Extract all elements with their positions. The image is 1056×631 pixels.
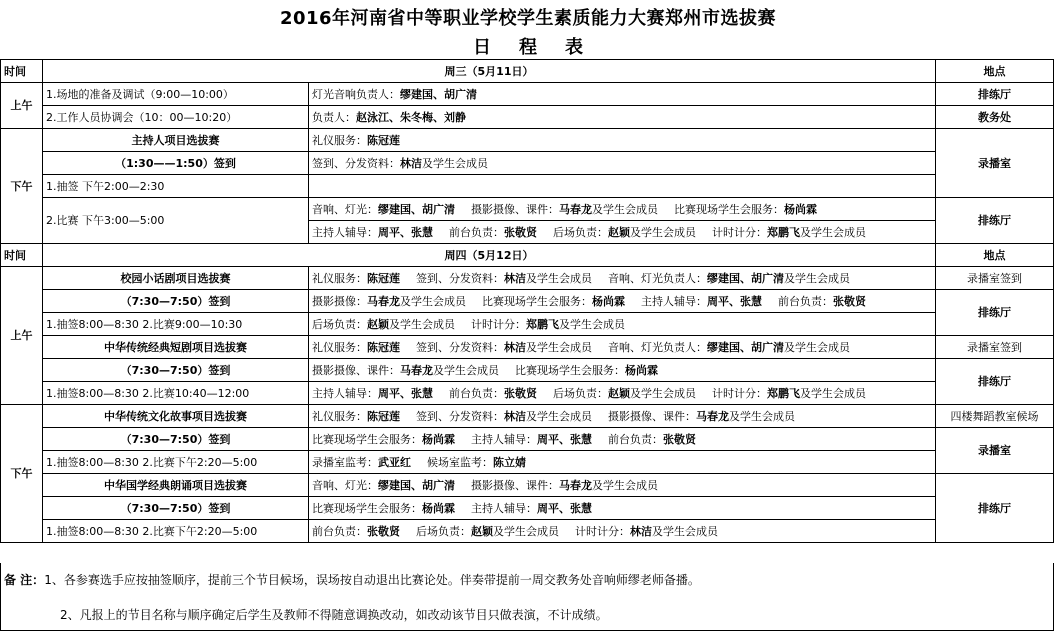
day2-row bbox=[1, 520, 1054, 543]
program-title: 中华传统文化故事项目选拔赛 bbox=[43, 405, 309, 428]
duty-label: 主持人辅导： bbox=[471, 432, 537, 446]
program-title: 中华传统经典短剧项目选拔赛 bbox=[43, 336, 309, 359]
staff-assignment bbox=[312, 364, 499, 377]
header-row-2 bbox=[1, 244, 1054, 267]
duty-label: 前台负责： bbox=[449, 386, 504, 400]
staff-suffix: 及学生会成员 bbox=[652, 524, 718, 538]
program-line: 1.抽签8:00—8:30 2.比赛下午2:20—5:00 bbox=[43, 451, 309, 474]
duty-label: 前台负责： bbox=[449, 225, 504, 239]
staff-assignment bbox=[471, 479, 658, 492]
staff-name: 马春龙 bbox=[367, 294, 400, 308]
staff-assignment bbox=[416, 410, 592, 423]
staff-cell bbox=[309, 405, 936, 428]
staff-suffix: 及学生会成员 bbox=[729, 409, 795, 423]
place-cell: 排练厅 bbox=[936, 290, 1054, 336]
duty-label: 录播室监考： bbox=[312, 455, 378, 469]
staff-name: 张敬贤 bbox=[504, 225, 537, 239]
staff-assignment bbox=[515, 364, 658, 377]
staff-assignment bbox=[608, 433, 696, 446]
duty-label: 礼仪服务： bbox=[312, 133, 367, 147]
program-line: 1.抽签8:00—8:30 2.比赛下午2:20—5:00 bbox=[43, 520, 309, 543]
note-text-2: 2、凡报上的节目名称与顺序确定后学生及教师不得随意调换改动，如改动该节目只做表演，不计成绩。 bbox=[60, 608, 608, 622]
staff-assignment bbox=[312, 157, 488, 170]
period-afternoon: 下午 bbox=[1, 405, 43, 543]
staff-name: 郑鹏飞 bbox=[526, 317, 559, 331]
staff-name: 杨尚霖 bbox=[422, 432, 455, 446]
staff-suffix: 及学生会成员 bbox=[630, 386, 696, 400]
duty-label: 摄影摄像、课件： bbox=[471, 202, 559, 216]
duty-label: 负责人： bbox=[312, 110, 356, 124]
place-cell: 排练厅 bbox=[936, 474, 1054, 543]
task-cell: 2.工作人员协调会（10：00—10:20） bbox=[43, 106, 309, 129]
schedule-table bbox=[0, 59, 1054, 543]
staff-cell bbox=[309, 83, 936, 106]
staff-assignment bbox=[471, 318, 625, 331]
program-title: 校园小话剧项目选拔赛 bbox=[43, 267, 309, 290]
staff-cell bbox=[309, 451, 936, 474]
staff-assignment bbox=[312, 318, 455, 331]
duty-label: 计时计分： bbox=[471, 317, 526, 331]
day2-row bbox=[1, 359, 1054, 382]
staff-assignment bbox=[312, 203, 455, 216]
staff-name: 缪建国、胡广清 bbox=[400, 87, 477, 101]
time-header: 时间 bbox=[1, 60, 43, 83]
staff-cell bbox=[309, 221, 936, 244]
place-cell: 录播室 bbox=[936, 129, 1054, 198]
staff-assignment bbox=[312, 341, 400, 354]
time-header: 时间 bbox=[1, 244, 43, 267]
day1-pm-row bbox=[1, 129, 1054, 152]
duty-label: 摄影摄像、课件： bbox=[471, 478, 559, 492]
duty-label: 音响、灯光负责人： bbox=[608, 271, 707, 285]
staff-name: 林洁 bbox=[630, 524, 652, 538]
note-line-2 bbox=[0, 606, 1056, 623]
staff-name: 马春龙 bbox=[400, 363, 433, 377]
staff-assignment bbox=[674, 203, 817, 216]
staff-assignment bbox=[312, 433, 455, 446]
day1-am-row bbox=[1, 83, 1054, 106]
staff-cell-empty bbox=[309, 175, 936, 198]
staff-name: 周平、张慧 bbox=[537, 501, 592, 515]
duty-label: 比赛现场学生会服务： bbox=[312, 432, 422, 446]
program-line: 1.抽签8:00—8:30 2.比赛10:40—12:00 bbox=[43, 382, 309, 405]
staff-suffix: 及学生会成员 bbox=[389, 317, 455, 331]
document-title: 2016年河南省中等职业学校学生素质能力大赛郑州市选拔赛 bbox=[279, 8, 777, 29]
place-header: 地点 bbox=[936, 244, 1054, 267]
duty-label: 比赛现场学生会服务： bbox=[482, 294, 592, 308]
day2-row bbox=[1, 267, 1054, 290]
staff-assignment bbox=[482, 295, 625, 308]
place-cell: 录播室 bbox=[936, 428, 1054, 474]
staff-cell bbox=[309, 129, 936, 152]
staff-cell bbox=[309, 520, 936, 543]
staff-name: 马春龙 bbox=[559, 478, 592, 492]
staff-name: 张敬贤 bbox=[833, 294, 866, 308]
staff-assignment bbox=[449, 387, 537, 400]
staff-name: 赵颖 bbox=[608, 386, 630, 400]
staff-assignment bbox=[608, 341, 850, 354]
program-checkin-time: （7:30—7:50）签到 bbox=[43, 359, 309, 382]
staff-name: 周平、张慧 bbox=[537, 432, 592, 446]
staff-assignment bbox=[416, 341, 592, 354]
staff-name: 缪建国、胡广清 bbox=[707, 340, 784, 354]
staff-suffix: 及学生会成员 bbox=[400, 294, 466, 308]
duty-label: 礼仪服务： bbox=[312, 409, 367, 423]
staff-name: 马春龙 bbox=[559, 202, 592, 216]
program-title: 中华国学经典朗诵项目选拔赛 bbox=[43, 474, 309, 497]
duty-label: 主持人辅导： bbox=[312, 225, 378, 239]
place-header: 地点 bbox=[936, 60, 1054, 83]
staff-name: 马春龙 bbox=[696, 409, 729, 423]
day1-pm-row bbox=[1, 152, 1054, 175]
program-line: 2.比赛 下午3:00—5:00 bbox=[43, 198, 309, 244]
staff-assignment bbox=[641, 295, 762, 308]
staff-suffix: 及学生会成员 bbox=[493, 524, 559, 538]
staff-assignment bbox=[312, 88, 477, 101]
day2-row bbox=[1, 474, 1054, 497]
duty-label: 主持人辅导： bbox=[641, 294, 707, 308]
staff-assignment bbox=[416, 272, 592, 285]
staff-assignment bbox=[608, 272, 850, 285]
staff-assignment bbox=[449, 226, 537, 239]
staff-assignment bbox=[712, 226, 866, 239]
date-header: 周三（5月11日） bbox=[43, 60, 936, 83]
staff-suffix: 及学生会成员 bbox=[592, 202, 658, 216]
staff-suffix: 及学生会成员 bbox=[559, 317, 625, 331]
staff-suffix: 及学生会成员 bbox=[433, 363, 499, 377]
date-header: 周四（5月12日） bbox=[43, 244, 936, 267]
staff-suffix: 及学生会成员 bbox=[800, 225, 866, 239]
duty-label: 灯光音响负责人： bbox=[312, 87, 400, 101]
duty-label: 后场负责： bbox=[312, 317, 367, 331]
document-subtitle: 日程表 bbox=[473, 37, 611, 58]
period-afternoon: 下午 bbox=[1, 129, 43, 244]
staff-name: 张敬贤 bbox=[663, 432, 696, 446]
staff-cell bbox=[309, 336, 936, 359]
duty-label: 摄影摄像、课件： bbox=[608, 409, 696, 423]
staff-assignment bbox=[312, 410, 400, 423]
staff-cell bbox=[309, 313, 936, 336]
staff-suffix: 及学生会成员 bbox=[630, 225, 696, 239]
staff-assignment bbox=[416, 525, 559, 538]
staff-name: 杨尚霖 bbox=[592, 294, 625, 308]
staff-name: 赵泳江、朱冬梅、刘静 bbox=[356, 110, 466, 124]
staff-suffix: 及学生会成员 bbox=[592, 478, 658, 492]
duty-label: 音响、灯光： bbox=[312, 478, 378, 492]
day2-row bbox=[1, 382, 1054, 405]
day2-row bbox=[1, 428, 1054, 451]
note-text-1: 1、各参赛选手应按抽签顺序，提前三个节目候场，误场按自动退出比赛论处。伴奏带提前一周交教务处音响师缪老师备播。 bbox=[44, 573, 700, 587]
staff-assignment bbox=[312, 134, 400, 147]
staff-name: 陈冠莲 bbox=[367, 340, 400, 354]
duty-label: 音响、灯光： bbox=[312, 202, 378, 216]
staff-assignment bbox=[471, 433, 592, 446]
staff-name: 陈冠莲 bbox=[367, 271, 400, 285]
staff-suffix: 及学生会成员 bbox=[526, 271, 592, 285]
duty-label: 比赛现场学生会服务： bbox=[674, 202, 784, 216]
day2-row bbox=[1, 451, 1054, 474]
staff-assignment bbox=[312, 272, 400, 285]
day2-row bbox=[1, 313, 1054, 336]
note-line-1 bbox=[0, 571, 1056, 588]
program-checkin-time: （7:30—7:50）签到 bbox=[43, 497, 309, 520]
staff-assignment bbox=[608, 410, 795, 423]
staff-name: 陈冠莲 bbox=[367, 133, 400, 147]
staff-cell bbox=[309, 497, 936, 520]
staff-name: 缪建国、胡广清 bbox=[378, 202, 455, 216]
place-cell: 排练厅 bbox=[936, 198, 1054, 244]
staff-name: 陈冠莲 bbox=[367, 409, 400, 423]
place-cell: 录播室签到 bbox=[936, 267, 1054, 290]
duty-label: 后场负责： bbox=[553, 386, 608, 400]
program-title: 主持人项目选拔赛 bbox=[43, 129, 309, 152]
staff-assignment bbox=[471, 502, 592, 515]
staff-assignment bbox=[712, 387, 866, 400]
staff-name: 陈立婧 bbox=[493, 455, 526, 469]
staff-name: 缪建国、胡广清 bbox=[707, 271, 784, 285]
notes-label: 备 注： bbox=[4, 573, 45, 587]
staff-name: 武亚红 bbox=[378, 455, 411, 469]
staff-cell bbox=[309, 428, 936, 451]
staff-suffix: 及学生会成员 bbox=[784, 340, 850, 354]
staff-suffix: 及学生会成员 bbox=[526, 409, 592, 423]
staff-assignment bbox=[312, 387, 433, 400]
staff-cell bbox=[309, 198, 936, 221]
staff-name: 张敬贤 bbox=[504, 386, 537, 400]
place-cell: 四楼舞蹈教室候场 bbox=[936, 405, 1054, 428]
duty-label: 摄影摄像： bbox=[312, 294, 367, 308]
task-cell: 1.场地的准备及调试（9:00—10:00） bbox=[43, 83, 309, 106]
staff-assignment bbox=[553, 226, 696, 239]
duty-label: 后场负责： bbox=[416, 524, 471, 538]
place-cell: 录播室签到 bbox=[936, 336, 1054, 359]
staff-name: 周平、张慧 bbox=[378, 225, 433, 239]
place-cell: 排练厅 bbox=[936, 83, 1054, 106]
staff-assignment bbox=[471, 203, 658, 216]
program-line: 1.抽签 下午2:00—2:30 bbox=[43, 175, 309, 198]
program-checkin-time: （7:30—7:50）签到 bbox=[43, 290, 309, 313]
staff-cell bbox=[309, 267, 936, 290]
staff-suffix: 及学生会成员 bbox=[800, 386, 866, 400]
staff-name: 杨尚霖 bbox=[422, 501, 455, 515]
staff-suffix: 及学生会成员 bbox=[422, 156, 488, 170]
period-morning: 上午 bbox=[1, 83, 43, 129]
staff-assignment bbox=[553, 387, 696, 400]
duty-label: 后场负责： bbox=[553, 225, 608, 239]
program-checkin-time: （7:30—7:50）签到 bbox=[43, 428, 309, 451]
duty-label: 主持人辅导： bbox=[312, 386, 378, 400]
staff-suffix: 及学生会成员 bbox=[784, 271, 850, 285]
duty-label: 前台负责： bbox=[608, 432, 663, 446]
staff-name: 杨尚霖 bbox=[784, 202, 817, 216]
staff-name: 缪建国、胡广清 bbox=[378, 478, 455, 492]
duty-label: 签到、分发资料： bbox=[416, 271, 504, 285]
duty-label: 礼仪服务： bbox=[312, 340, 367, 354]
period-morning: 上午 bbox=[1, 267, 43, 405]
day2-row bbox=[1, 290, 1054, 313]
staff-cell bbox=[309, 474, 936, 497]
staff-assignment bbox=[312, 525, 400, 538]
duty-label: 签到、分发资料： bbox=[312, 156, 400, 170]
duty-label: 签到、分发资料： bbox=[416, 340, 504, 354]
duty-label: 比赛现场学生会服务： bbox=[515, 363, 625, 377]
staff-assignment bbox=[778, 295, 866, 308]
staff-name: 林洁 bbox=[504, 340, 526, 354]
staff-name: 郑鹏飞 bbox=[767, 386, 800, 400]
staff-cell bbox=[309, 359, 936, 382]
place-cell: 排练厅 bbox=[936, 359, 1054, 405]
staff-assignment bbox=[312, 226, 433, 239]
staff-assignment bbox=[312, 479, 455, 492]
duty-label: 签到、分发资料： bbox=[416, 409, 504, 423]
duty-label: 计时计分： bbox=[712, 225, 767, 239]
program-line: 1.抽签8:00—8:30 2.比赛9:00—10:30 bbox=[43, 313, 309, 336]
staff-suffix: 及学生会成员 bbox=[526, 340, 592, 354]
staff-name: 赵颖 bbox=[608, 225, 630, 239]
duty-label: 计时计分： bbox=[575, 524, 630, 538]
duty-label: 前台负责： bbox=[312, 524, 367, 538]
day2-row bbox=[1, 497, 1054, 520]
header-row-1 bbox=[1, 60, 1054, 83]
staff-cell bbox=[309, 152, 936, 175]
program-checkin-time: （1:30——1:50）签到 bbox=[43, 152, 309, 175]
day1-pm-row bbox=[1, 175, 1054, 198]
place-cell: 教务处 bbox=[936, 106, 1054, 129]
duty-label: 比赛现场学生会服务： bbox=[312, 501, 422, 515]
staff-name: 杨尚霖 bbox=[625, 363, 658, 377]
staff-assignment bbox=[312, 456, 411, 469]
staff-cell bbox=[309, 106, 936, 129]
staff-name: 林洁 bbox=[504, 271, 526, 285]
staff-name: 林洁 bbox=[504, 409, 526, 423]
staff-name: 周平、张慧 bbox=[378, 386, 433, 400]
duty-label: 礼仪服务： bbox=[312, 271, 367, 285]
duty-label: 主持人辅导： bbox=[471, 501, 537, 515]
staff-assignment bbox=[312, 295, 466, 308]
staff-name: 郑鹏飞 bbox=[767, 225, 800, 239]
staff-name: 赵颖 bbox=[471, 524, 493, 538]
staff-assignment bbox=[312, 502, 455, 515]
staff-cell bbox=[309, 290, 936, 313]
duty-label: 候场室监考： bbox=[427, 455, 493, 469]
duty-label: 前台负责： bbox=[778, 294, 833, 308]
staff-assignment bbox=[575, 525, 718, 538]
day1-am-row bbox=[1, 106, 1054, 129]
staff-cell bbox=[309, 382, 936, 405]
day1-pm-row bbox=[1, 198, 1054, 221]
duty-label: 摄影摄像、课件： bbox=[312, 363, 400, 377]
staff-name: 周平、张慧 bbox=[707, 294, 762, 308]
day2-row bbox=[1, 405, 1054, 428]
duty-label: 音响、灯光负责人： bbox=[608, 340, 707, 354]
staff-name: 赵颖 bbox=[367, 317, 389, 331]
staff-name: 张敬贤 bbox=[367, 524, 400, 538]
duty-label: 计时计分： bbox=[712, 386, 767, 400]
staff-name: 林洁 bbox=[400, 156, 422, 170]
staff-assignment bbox=[427, 456, 526, 469]
staff-assignment bbox=[312, 111, 466, 124]
day2-row bbox=[1, 336, 1054, 359]
